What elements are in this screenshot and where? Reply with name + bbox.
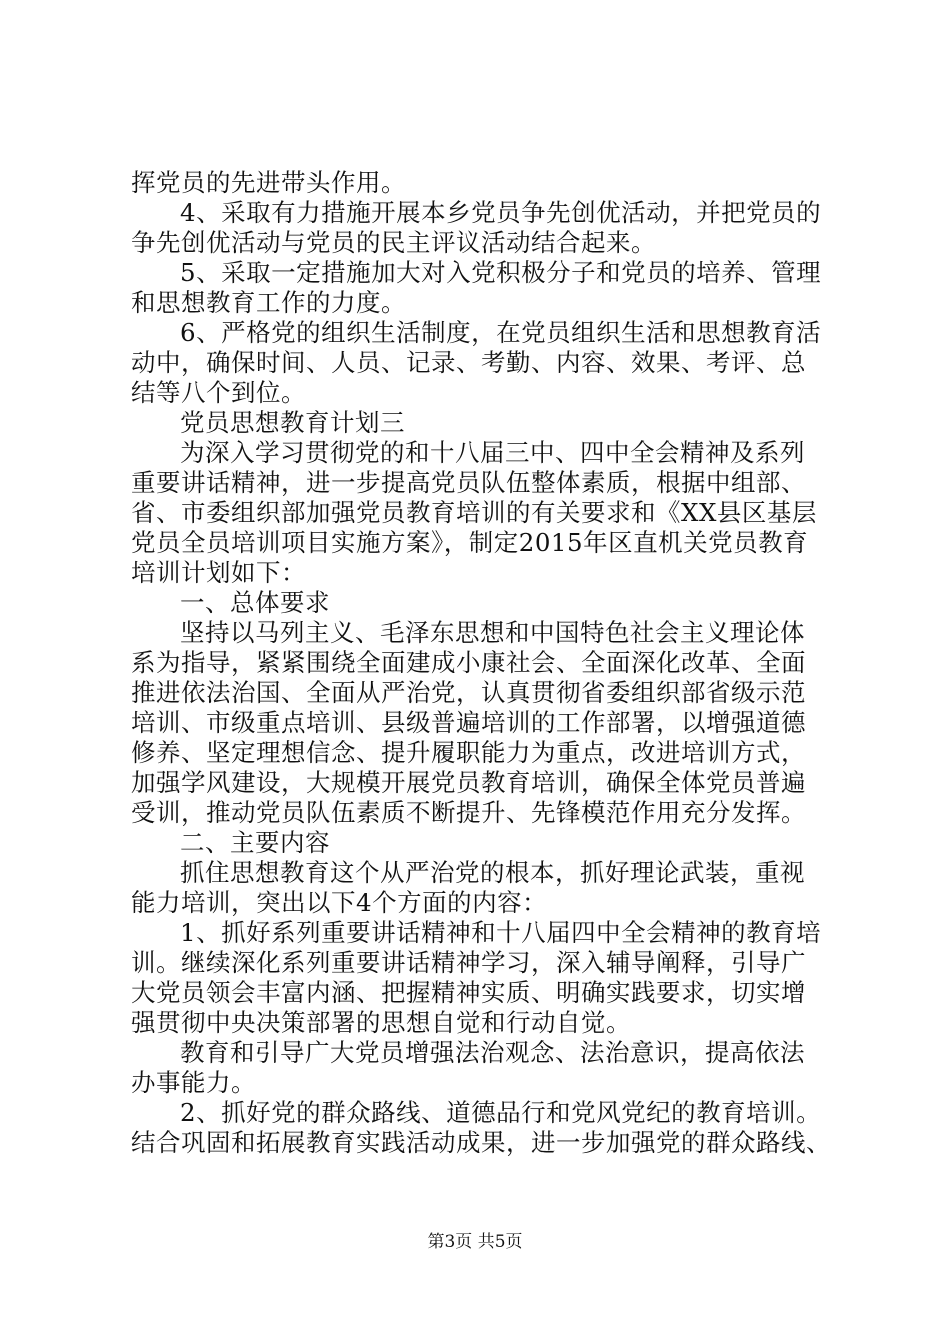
text-line: 教育和引导广大党员增强法治观念、法治意识，提高依法 [180, 1038, 805, 1067]
text-line: 办事能力。 [131, 1068, 256, 1097]
text-line: 大党员领会丰富内涵、把握精神实质、明确实践要求，切实增 [131, 978, 806, 1007]
text-line: 能力培训，突出以下4个方面的内容： [131, 888, 548, 917]
text-line: 结等八个到位。 [131, 378, 306, 407]
text-line: 4、采取有力措施开展本乡党员争先创优活动，并把党员的 [180, 198, 822, 227]
text-line: 争先创优活动与党员的民主评议活动结合起来。 [131, 228, 656, 257]
text-line: 为深入学习贯彻党的和十八届三中、四中全会精神及系列 [180, 438, 805, 467]
text-line: 和思想教育工作的力度。 [131, 288, 406, 317]
text-line: 结合巩固和拓展教育实践活动成果，进一步加强党的群众路线、 [131, 1128, 831, 1157]
text-line: 1、抓好系列重要讲话精神和十八届四中全会精神的教育培 [180, 918, 822, 947]
text-line: 动中，确保时间、人员、记录、考勤、内容、效果、考评、总 [131, 348, 806, 377]
text-line: 重要讲话精神，进一步提高党员队伍整体素质，根据中组部、 [131, 468, 806, 497]
page-number: 第3页 共5页 [427, 1232, 523, 1252]
text-line: 培训、市级重点培训、县级普遍培训的工作部署，以增强道德 [131, 708, 806, 737]
text-line: 修养、坚定理想信念、提升履职能力为重点，改进培训方式， [131, 738, 806, 767]
text-line: 坚持以马列主义、毛泽东思想和中国特色社会主义理论体 [180, 618, 805, 647]
section-title: 党员思想教育计划三 [180, 408, 405, 437]
text-line: 党员全员培训项目实施方案》，制定2015年区直机关党员教育 [131, 528, 809, 557]
body-text [131, 168, 839, 1158]
text-line: 5、采取一定措施加大对入党积极分子和党员的培养、管理 [180, 258, 822, 287]
text-line: 培训计划如下： [131, 558, 306, 587]
section-heading: 二、主要内容 [180, 828, 330, 857]
text-line: 训。继续深化系列重要讲话精神学习，深入辅导阐释，引导广 [131, 948, 806, 977]
text-line: 推进依法治国、全面从严治党，认真贯彻省委组织部省级示范 [131, 678, 806, 707]
text-line: 系为指导，紧紧围绕全面建成小康社会、全面深化改革、全面 [131, 648, 806, 677]
text-line: 抓住思想教育这个从严治党的根本，抓好理论武装，重视 [180, 858, 805, 887]
text-line: 挥党员的先进带头作用。 [131, 168, 406, 197]
text-line: 6、严格党的组织生活制度，在党员组织生活和思想教育活 [180, 318, 822, 347]
text-line: 加强学风建设，大规模开展党员教育培训，确保全体党员普遍 [131, 768, 806, 797]
text-line: 省、市委组织部加强党员教育培训的有关要求和《XX县区基层 [131, 498, 817, 527]
section-heading: 一、总体要求 [180, 588, 330, 617]
text-line: 受训，推动党员队伍素质不断提升、先锋模范作用充分发挥。 [131, 798, 806, 827]
text-line: 2、抓好党的群众路线、道德品行和党风党纪的教育培训。 [180, 1098, 822, 1127]
page-footer [0, 1231, 950, 1253]
text-line: 强贯彻中央决策部署的思想自觉和行动自觉。 [131, 1008, 631, 1037]
